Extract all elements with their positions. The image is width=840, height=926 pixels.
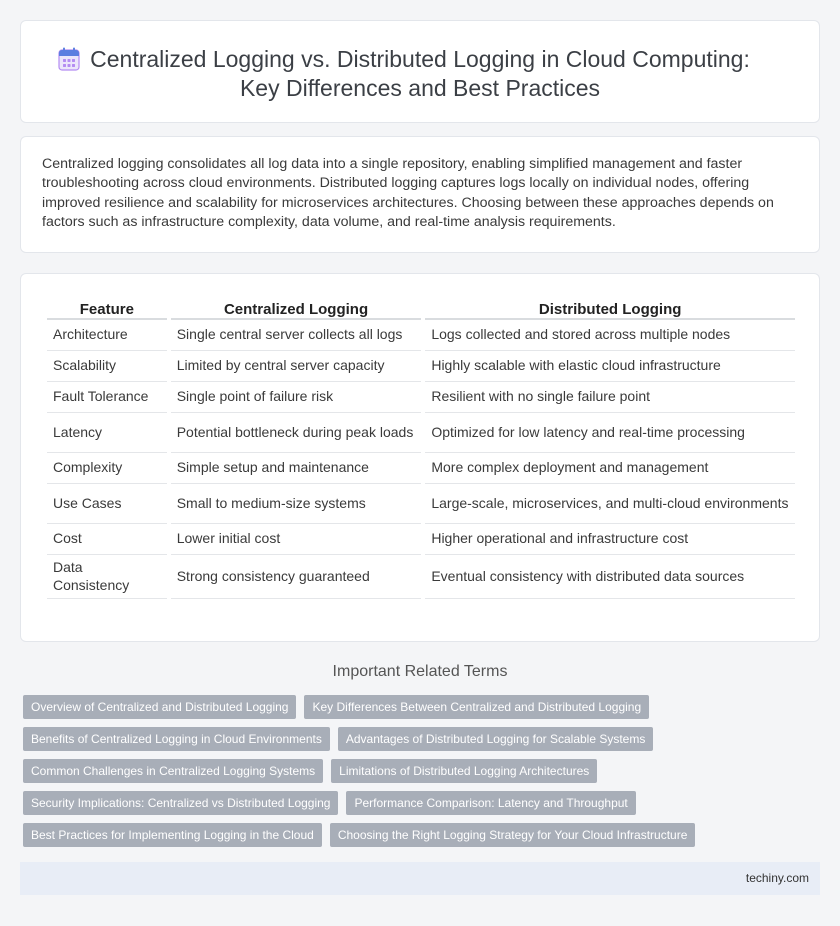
comparison-table: [43, 296, 799, 599]
table-cell: Cost: [47, 524, 167, 555]
table-header-row: [47, 296, 795, 320]
table-cell: More complex deployment and management: [425, 453, 795, 484]
title-card: [20, 20, 820, 123]
comparison-table-card: [20, 273, 820, 642]
table-cell: Fault Tolerance: [47, 382, 167, 413]
tag-row: [23, 791, 823, 815]
table-cell: Lower initial cost: [171, 524, 422, 555]
table-row: [47, 453, 795, 484]
related-terms-heading: Important Related Terms: [332, 663, 508, 680]
table-cell: Highly scalable with elastic cloud infrastructure: [425, 351, 795, 382]
table-cell: Single central server collects all logs: [171, 320, 422, 351]
table-cell: Resilient with no single failure point: [425, 382, 795, 413]
related-term-tag[interactable]: Limitations of Distributed Logging Architectures: [331, 759, 597, 783]
table-cell: Limited by central server capacity: [171, 351, 422, 382]
related-term-tag[interactable]: Advantages of Distributed Logging for Scalable Systems: [338, 727, 654, 751]
table-cell: Higher operational and infrastructure cost: [425, 524, 795, 555]
table-row: [47, 555, 795, 599]
related-term-tag[interactable]: Security Implications: Centralized vs Distributed Logging: [23, 791, 338, 815]
related-term-tag[interactable]: Overview of Centralized and Distributed Logging: [23, 695, 296, 719]
page-title-line2: Key Differences and Best Practices: [239, 75, 601, 101]
intro-card: [20, 136, 820, 253]
related-term-tag[interactable]: Best Practices for Implementing Logging in the Cloud: [23, 823, 322, 847]
related-terms-list: [23, 695, 823, 855]
footer-site-link[interactable]: techiny.com: [745, 871, 809, 885]
table-cell: Latency: [47, 413, 167, 453]
page-title: [21, 45, 819, 103]
column-header-centralized: Centralized Logging: [171, 296, 422, 320]
related-term-tag[interactable]: Common Challenges in Centralized Logging Systems: [23, 759, 323, 783]
tag-row: [23, 759, 823, 783]
table-cell: Large-scale, microservices, and multi-cloud environments: [425, 484, 795, 524]
intro-paragraph: Centralized logging consolidates all log data into a single repository, enabling simplified management and faster troubleshooting across cloud environments. Distributed logging captures logs locally on individual nodes, offering improved resilience and scalability for microservices architectures. Choosing between these approaches depends on factors such as infrastructure complexity, data volume, and real-time analysis requirements.: [42, 156, 774, 231]
footer: [20, 862, 820, 895]
tag-row: [23, 823, 823, 847]
page-title-line1: Centralized Logging vs. Distributed Logging in Cloud Computing:: [90, 46, 750, 72]
table-row: [47, 320, 795, 351]
tag-row: [23, 695, 823, 719]
table-cell: Small to medium-size systems: [171, 484, 422, 524]
related-term-tag[interactable]: Choosing the Right Logging Strategy for Your Cloud Infrastructure: [330, 823, 696, 847]
table-cell: Potential bottleneck during peak loads: [171, 413, 422, 453]
table-row: [47, 351, 795, 382]
tag-row: [23, 727, 823, 751]
table-cell: Architecture: [47, 320, 167, 351]
table-row: [47, 524, 795, 555]
table-cell: Simple setup and maintenance: [171, 453, 422, 484]
table-row: [47, 382, 795, 413]
table-cell: Use Cases: [47, 484, 167, 524]
table-cell: Logs collected and stored across multiple nodes: [425, 320, 795, 351]
table-row: [47, 413, 795, 453]
table-cell: Single point of failure risk: [171, 382, 422, 413]
column-header-feature: Feature: [47, 296, 167, 320]
table-row: [47, 484, 795, 524]
table-cell: Data Consistency: [47, 555, 167, 599]
table-cell: Strong consistency guaranteed: [171, 555, 422, 599]
table-cell: Complexity: [47, 453, 167, 484]
related-term-tag[interactable]: Benefits of Centralized Logging in Cloud Environments: [23, 727, 330, 751]
column-header-distributed: Distributed Logging: [425, 296, 795, 320]
related-term-tag[interactable]: Performance Comparison: Latency and Throughput: [346, 791, 635, 815]
table-cell: Optimized for low latency and real-time processing: [425, 413, 795, 453]
table-cell: Eventual consistency with distributed data sources: [425, 555, 795, 599]
related-term-tag[interactable]: Key Differences Between Centralized and Distributed Logging: [304, 695, 649, 719]
table-cell: Scalability: [47, 351, 167, 382]
